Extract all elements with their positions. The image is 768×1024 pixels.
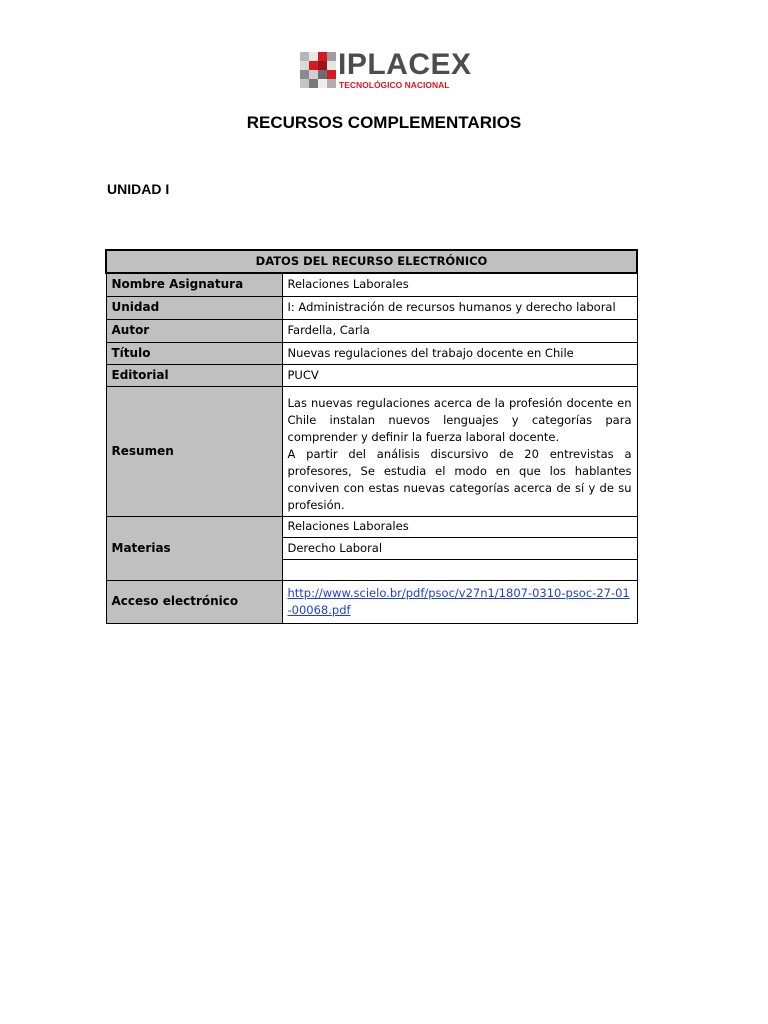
value-unit: I: Administración de recursos humanos y derecho laboral [282,296,637,319]
logo-name: IPLACEX [338,48,472,81]
label-subject: Nombre Asignatura [106,273,282,296]
label-access: Acceso electrónico [106,580,282,623]
table-header: DATOS DEL RECURSO ELECTRÓNICO [106,250,637,273]
row-summary [106,386,637,516]
row-subject [106,273,637,296]
row-author [106,319,637,342]
value-summary [282,386,637,516]
page-title: RECURSOS COMPLEMENTARIOS [246,113,522,132]
logo-subtitle: TECNOLÓGICO NACIONAL [339,80,450,90]
label-unit: Unidad [106,296,282,319]
label-author: Autor [106,319,282,342]
value-title: Nuevas regulaciones del trabajo docente en Chile [282,342,637,364]
access-link[interactable]: http://www.scielo.br/pdf/psoc/v27n1/1807-0310-psoc-27-01-00068.pdf [287,585,630,617]
row-access [106,580,637,623]
summary-paragraph-1: Las nuevas regulaciones acerca de la profesión docente en Chile instalan nuevos lenguajes y categorías para comprender y definir la fuerza laboral docente. [287,395,632,444]
logo-mosaic-icon [300,52,336,88]
value-publisher: PUCV [282,364,637,386]
row-unit [106,296,637,319]
value-subject: Relaciones Laborales [282,273,637,296]
summary-paragraph-2: A partir del análisis discursivo de 20 entrevistas a profesores, Se estudia el modo en que los hablantes conviven con estas nuevas categorías acerca de sí y de su profesión. [287,446,632,512]
row-publisher [106,364,637,386]
label-subjects: Materias [106,516,282,580]
value-subjects-item: Derecho Laboral [282,537,637,559]
value-subjects-item [282,559,637,580]
label-title: Título [106,342,282,364]
label-publisher: Editorial [106,364,282,386]
resource-data-table [105,249,638,624]
unit-heading: UNIDAD I [107,181,170,197]
value-subjects-item: Relaciones Laborales [282,516,637,537]
table-header-row [106,250,637,273]
label-summary: Resumen [106,386,282,516]
iplacex-logo [300,48,472,92]
value-author: Fardella, Carla [282,319,637,342]
row-subjects-1 [106,516,637,537]
value-access [282,580,637,623]
row-title [106,342,637,364]
